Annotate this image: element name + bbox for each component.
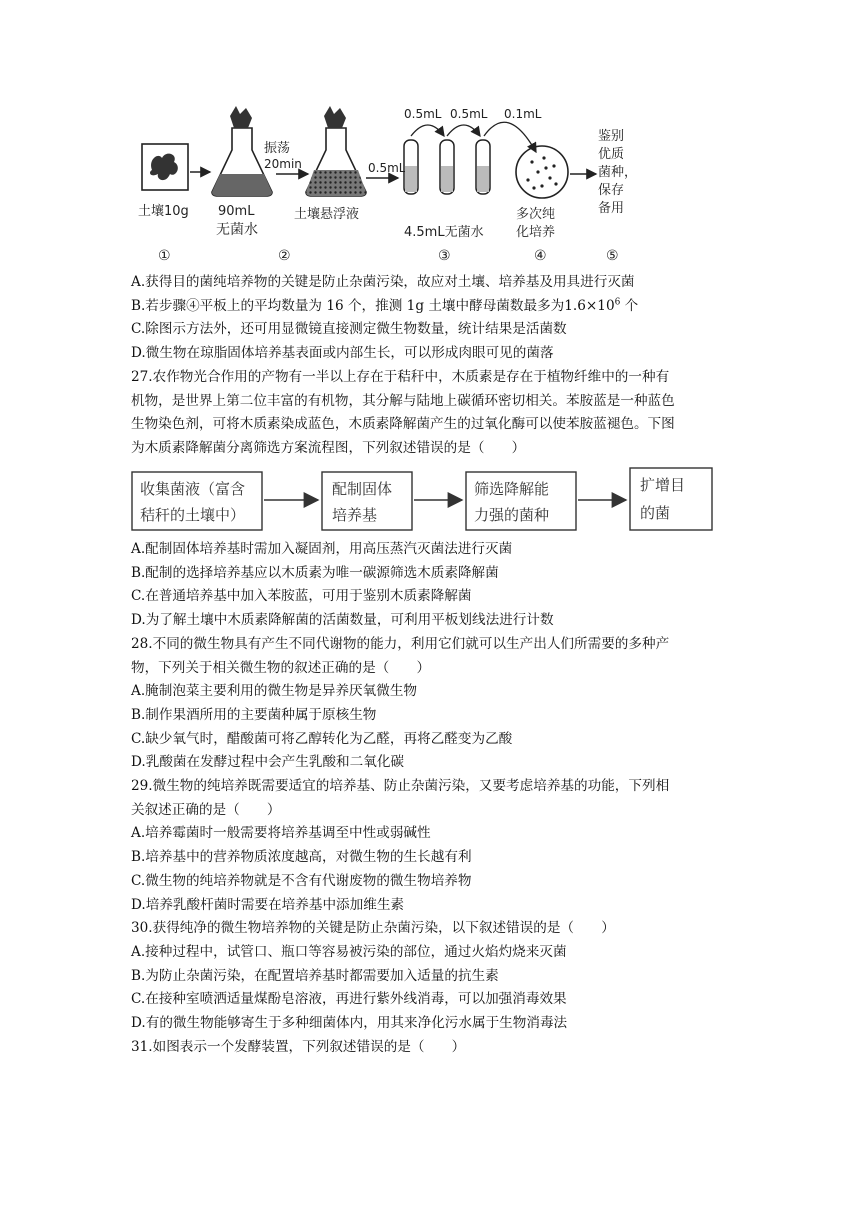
flow-box-2-line-2: 培养基	[332, 506, 378, 524]
q27-stem-4: 为木质素降解菌分离筛选方案流程图，下列叙述错误的是（ ）	[131, 439, 526, 456]
question-26-options	[131, 271, 741, 461]
flow-box-1-line-1: 收集菌液（富含	[140, 480, 246, 498]
q27-option-d: D.为了解土壤中木质素降解菌的活菌数量，可利用平板划线法进行计数	[131, 612, 554, 629]
final-step-2: 优质	[598, 147, 625, 162]
q27-option-b: B.配制的选择培养基应以木质素为唯一碳源筛选木质素降解菌	[131, 564, 499, 581]
q28-option-a: A.腌制泡菜主要利用的微生物是异养厌氧微生物	[131, 683, 418, 700]
q27-stem-2: 机物，是世界上第二位丰富的有机物，其分解与陆地上碳循环密切相关。苯胺蓝是一种蓝色	[131, 392, 675, 409]
flow-box-4-line-1: 扩增目	[640, 476, 686, 494]
soil-label: 土壤10g	[138, 204, 189, 219]
culture-label: 多次纯	[516, 207, 556, 222]
step-number-4: ④	[534, 248, 547, 264]
q28-stem-2: 物，下列关于相关微生物的叙述正确的是（ ）	[131, 659, 431, 676]
flowchart-figure	[128, 464, 728, 536]
q31-stem-1: 31.如图表示一个发酵装置，下列叙述错误的是（ ）	[131, 1038, 466, 1055]
suspension-label: 土壤悬浮液	[294, 207, 360, 222]
shake-time-label: 20min	[264, 157, 302, 171]
transfer-volume-2: 0.5mL	[404, 107, 442, 121]
dilution-procedure-figure	[128, 100, 688, 268]
step-number-3: ③	[438, 248, 451, 264]
transfer-volume-4: 0.1mL	[504, 107, 542, 121]
culture-label-2: 化培养	[516, 225, 556, 240]
q27-option-a: A.配制固体培养基时需加入凝固剂，用高压蒸汽灭菌法进行灭菌	[131, 541, 513, 557]
q30-option-c: C.在接种室喷洒适量煤酚皂溶液，再进行紫外线消毒，可以加强消毒效果	[131, 991, 567, 1008]
final-step-4: 保存	[598, 183, 625, 198]
q30-option-a: A.接种过程中，试管口、瓶口等容易被污染的部位，通过火焰灼烧来灭菌	[131, 943, 567, 960]
flask-water-volume: 90mL	[218, 204, 255, 219]
q30-option-b: B.为防止杂菌污染，在配置培养基时都需要加入适量的抗生素	[131, 967, 499, 984]
flask-suspension-icon	[306, 106, 366, 196]
shake-label: 振荡	[264, 141, 291, 156]
flow-box-1-line-2: 秸秆的土壤中）	[140, 506, 246, 524]
petri-plate-icon	[516, 146, 568, 198]
q26-option-c: C.除图示方法外，还可用显微镜直接测定微生物数量，统计结果是活菌数	[131, 321, 567, 338]
q27-stem-3: 生物染色剂，可将木质素染成蓝色，木质素降解菌产生的过氧化酶可以使苯胺蓝褪色。下图	[131, 416, 675, 433]
step-number-2: ②	[278, 248, 291, 264]
q30-option-d: D.有的微生物能够寄生于多种细菌体内，用其来净化污水属于生物消毒法	[131, 1015, 568, 1032]
q27-option-c: C.在普通培养基中加入苯胺蓝，可用于鉴别木质素降解菌	[131, 588, 472, 605]
step-number-5: ⑤	[606, 248, 619, 264]
step-number-1: ①	[158, 248, 171, 264]
q26-option-d: D.微生物在琼脂固体培养基表面或内部生长，可以形成肉眼可见的菌落	[131, 345, 554, 362]
q29-option-a: A.培养霉菌时一般需要将培养基调至中性或弱碱性	[131, 825, 431, 842]
q28-stem-1: 28.不同的微生物具有产生不同代谢物的能力，利用它们就可以生产出人们所需要的多种产	[131, 635, 670, 652]
soil-sample-icon	[142, 144, 188, 190]
q26-option-b: B.若步骤④平板上的平均数量为 16 个，推测 1g 土壤中酵母菌数最多为$1.6\times 10^6$ 个	[131, 297, 639, 314]
flask-water-icon	[212, 106, 272, 196]
dilution-tubes-icon	[404, 122, 536, 194]
q29-option-b: B.培养基中的营养物质浓度越高，对微生物的生长越有利	[131, 849, 472, 866]
q30-stem-1: 30.获得纯净的微生物培养物的关键是防止杂菌污染，以下叙述错误的是（ ）	[131, 920, 615, 937]
q28-option-b: B.制作果酒所用的主要菌种属于原核生物	[131, 706, 377, 723]
tube-water-label: 4.5mL无菌水	[404, 225, 484, 240]
questions-27-31	[131, 538, 741, 1059]
q29-option-c: C.微生物的纯培养物就是不含有代谢废物的微生物培养物	[131, 872, 472, 889]
transfer-volume-3: 0.5mL	[450, 107, 488, 121]
final-step-1: 鉴别	[598, 129, 625, 144]
final-step-3: 菌种，	[598, 165, 638, 180]
flow-box-3-line-2: 力强的菌种	[474, 506, 550, 524]
final-step-5: 备用	[598, 201, 625, 216]
flow-box-4-line-2: 的菌	[640, 504, 671, 522]
transfer-volume-1: 0.5mL	[368, 161, 406, 175]
q28-option-d: D.乳酸菌在发酵过程中会产生乳酸和二氧化碳	[131, 754, 405, 771]
flow-box-2-line-1: 配制固体	[332, 480, 393, 498]
q29-option-d: D.培养乳酸杆菌时需要在培养基中添加维生素	[131, 896, 405, 913]
q29-stem-1: 29.微生物的纯培养既需要适宜的培养基、防止杂菌污染，又要考虑培养基的功能，下列相	[131, 778, 670, 795]
q29-stem-2: 关叙述正确的是（ ）	[131, 801, 281, 818]
flow-box-3-line-1: 筛选降解能	[474, 480, 550, 498]
q27-stem-1: 27.农作物光合作用的产物有一半以上存在于秸秆中，木质素是存在于植物纤维中的一种有	[131, 368, 670, 385]
q26-option-a: A.获得目的菌纯培养物的关键是防止杂菌污染，故应对土壤、培养基及用具进行灭菌	[131, 274, 635, 290]
flask-water-label: 无菌水	[216, 222, 258, 238]
q28-option-c: C.缺少氧气时，醋酸菌可将乙醇转化为乙醛，再将乙醛变为乙酸	[131, 730, 513, 747]
